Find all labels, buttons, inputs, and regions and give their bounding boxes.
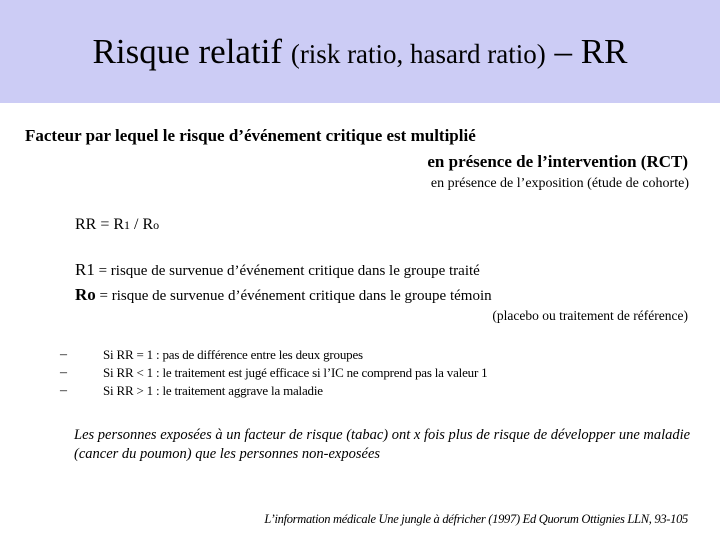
formula-index-o: o (153, 218, 160, 232)
ro-note: (placebo ou traitement de référence) (492, 308, 688, 323)
ro-text: = risque de survenue d’événement critique dans le groupe témoin (95, 288, 492, 304)
formula-index-1: 1 (124, 218, 131, 232)
title-end: – RR (545, 32, 628, 71)
ro-key: Ro (75, 285, 96, 304)
definition-rct: en présence de l’intervention (RCT) (427, 152, 688, 171)
list-item (0, 382, 720, 400)
ro-definition (75, 285, 492, 305)
title-subtitle: (risk ratio, hasard ratio) (290, 39, 546, 69)
dash-bullet: – (60, 383, 67, 398)
list-item (0, 364, 720, 382)
dash-bullet: – (60, 365, 67, 380)
reference-citation: L’information médicale Une jungle à défricher (1997) Ed Quorum Ottignies LLN, 93-105 (264, 512, 688, 526)
dash-bullet: – (60, 347, 67, 362)
list-item-text: Si RR > 1 : le traitement aggrave la maladie (103, 383, 323, 398)
interpretation-list (0, 346, 720, 400)
formula-text-b: / R (130, 216, 154, 233)
slide-title (0, 30, 720, 76)
list-item-text: Si RR < 1 : le traitement est jugé efficace si l’IC ne comprend pas la valeur 1 (103, 365, 488, 380)
definition-line: Facteur par lequel le risque d’événement critique est multiplié (25, 126, 476, 145)
definition-cohort: en présence de l’exposition (étude de cohorte) (430, 176, 689, 191)
example-paragraph: Les personnes exposées à un facteur de risque (tabac) ont x fois plus de risque de développer une maladie (cancer du poumon) que les personnes non-exposées (74, 427, 691, 462)
title-main: Risque relatif (92, 32, 291, 71)
list-item-text: Si RR = 1 : pas de différence entre les deux groupes (103, 347, 363, 362)
rr-formula (75, 216, 159, 234)
r1-key: R1 (75, 260, 95, 279)
list-item (0, 346, 720, 364)
formula-text-a: RR = R (75, 216, 125, 233)
r1-text: = risque de survenue d’événement critique dans le groupe traité (94, 263, 480, 279)
r1-definition (75, 260, 480, 280)
